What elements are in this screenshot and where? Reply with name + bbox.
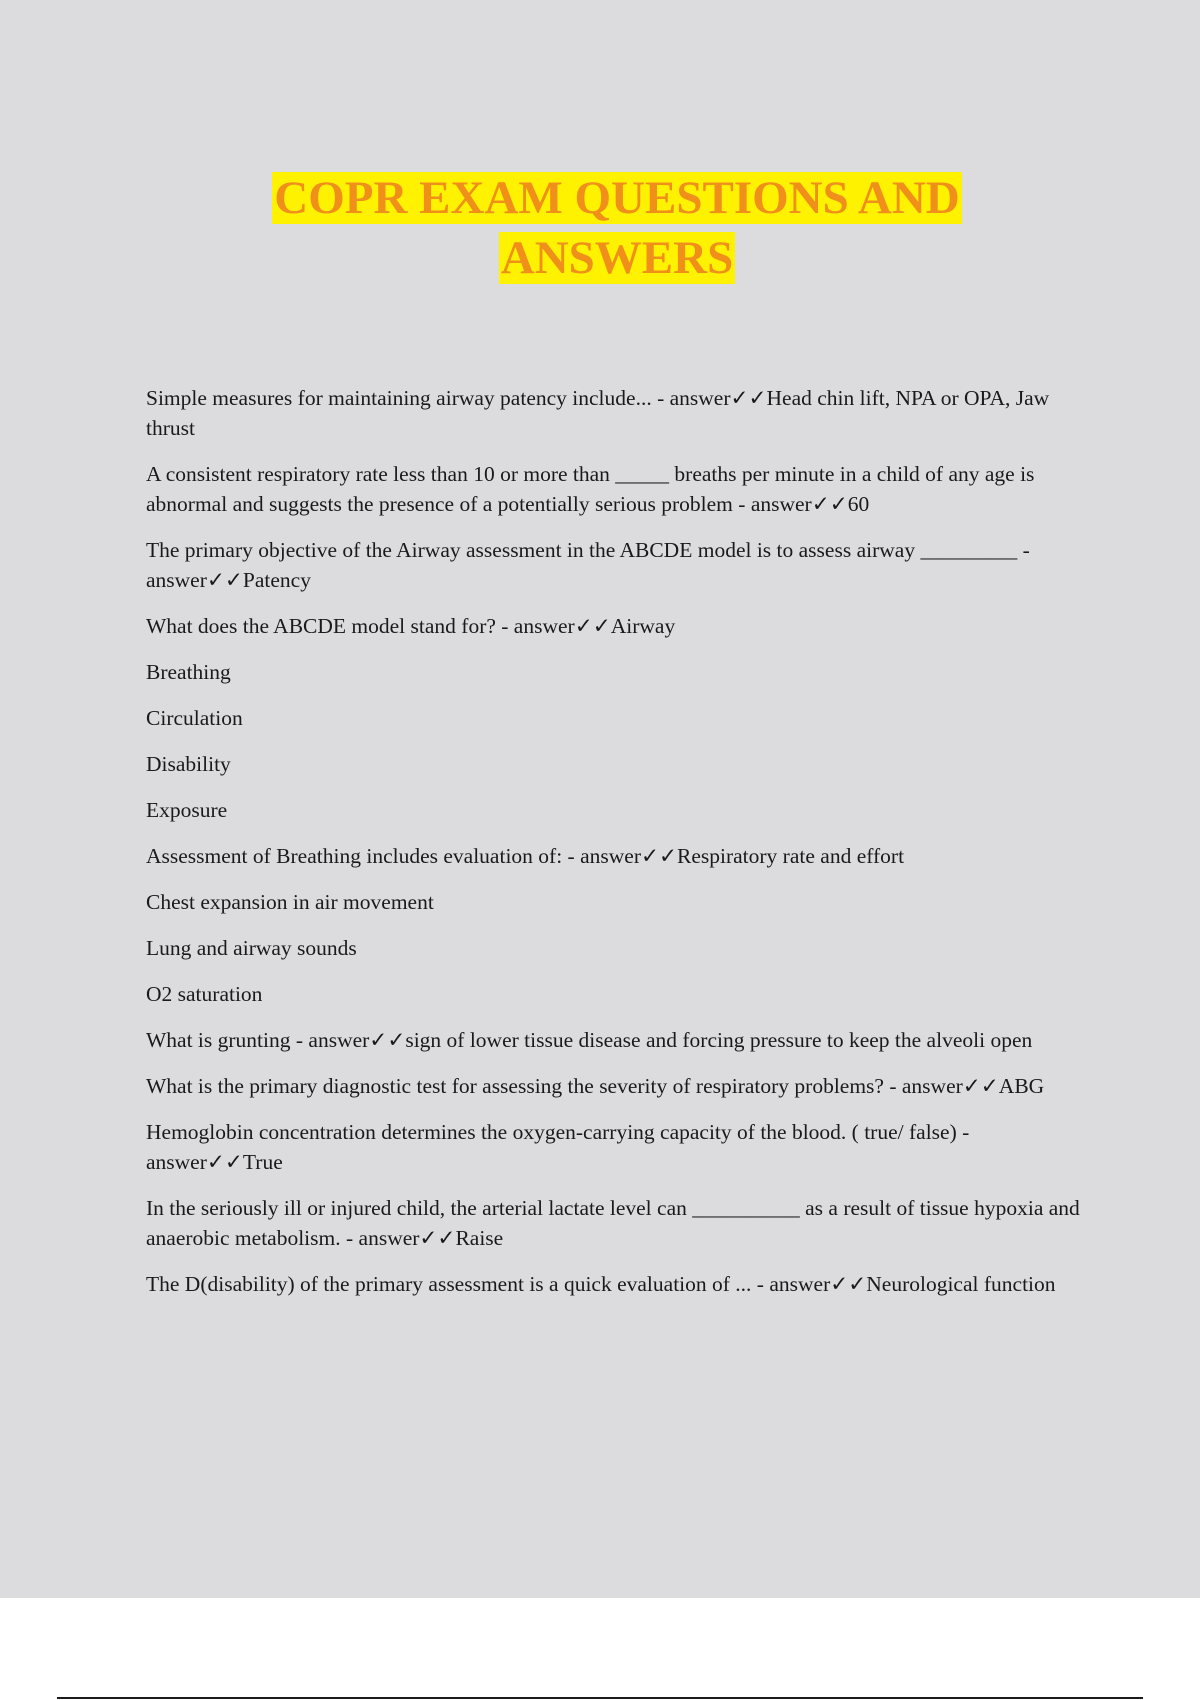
qa-item: What is grunting - answer✓✓sign of lower tissue disease and forcing pressure to keep the alveoli open [146,1028,1033,1052]
qa-item: The primary objective of the Airway assessment in the ABCDE model is to assess airway _________ - answer✓✓Patency [146,538,1030,592]
qa-item: Chest expansion in air movement [146,890,434,914]
qa-item: The D(disability) of the primary assessment is a quick evaluation of ... - answer✓✓Neurological function [146,1272,1056,1296]
qa-item: Breathing [146,660,231,684]
document-title [0,168,1200,288]
bottom-rule [57,1697,1143,1699]
qa-item: Lung and airway sounds [146,936,357,960]
qa-item: Exposure [146,798,228,822]
qa-list [146,383,1096,1315]
qa-item: Disability [146,752,231,776]
qa-item: Circulation [146,706,243,730]
qa-item: Assessment of Breathing includes evaluation of: - answer✓✓Respiratory rate and effort [146,844,905,868]
qa-item: Simple measures for maintaining airway patency include... - answer✓✓Head chin lift, NPA or OPA, Jaw thrust [146,386,1050,440]
qa-item: In the seriously ill or injured child, the arterial lactate level can __________ as a result of tissue hypoxia and anaerobic metabolism. - answer✓✓Raise [146,1196,1080,1250]
title-line-1: COPR EXAM QUESTIONS AND [274,172,960,224]
qa-item: What does the ABCDE model stand for? - answer✓✓Airway [146,614,676,638]
title-line-2: ANSWERS [500,232,734,284]
qa-item: Hemoglobin concentration determines the oxygen-carrying capacity of the blood. ( true/ false) - answer✓✓True [146,1120,970,1174]
qa-item: What is the primary diagnostic test for assessing the severity of respiratory problems? - answer✓✓ABG [146,1074,1045,1098]
qa-item: O2 saturation [146,982,263,1006]
qa-item: A consistent respiratory rate less than 10 or more than _____ breaths per minute in a child of any age is abnormal and suggests the presence of a potentially serious problem - answer✓✓60 [146,462,1035,516]
